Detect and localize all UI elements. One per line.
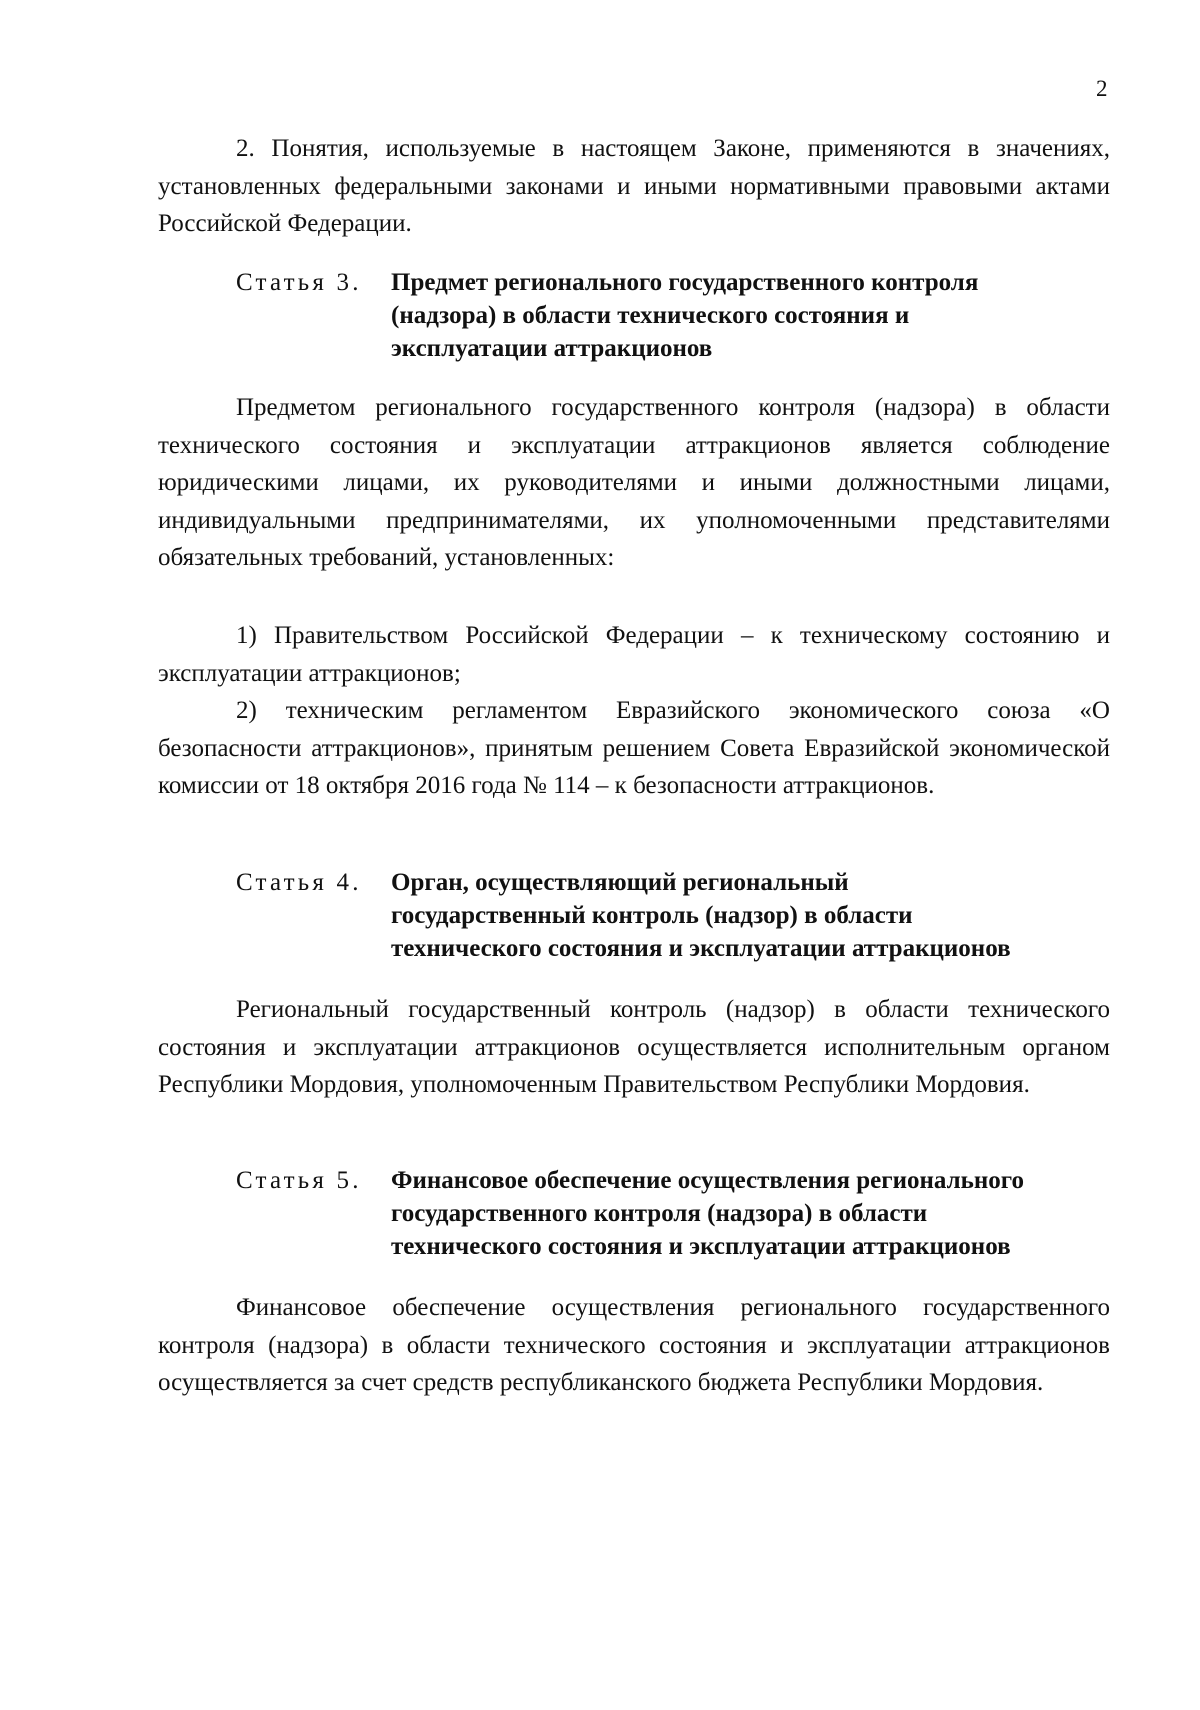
article-5-body: Финансовое обеспечение осуществления регионального государственного контроля (надзора) в области технического состояния и эксплуатации аттракционов осуществляется за счет средств республиканского бюджета Республики Мордовия. xyxy=(158,1294,1110,1396)
article-4-title-line-1: Орган, осуществляющий региональный xyxy=(391,869,849,896)
article-4-prefix: Статья 4. xyxy=(236,869,362,896)
article-3-item-1: 1) Правительством Российской Федерации – к техническому состоянию и эксплуатации аттракционов; xyxy=(158,622,1110,687)
article-5-title-line-2: государственного контроля (надзора) в области xyxy=(391,1200,928,1227)
page-number: 2 xyxy=(1096,76,1108,101)
article-3-body: Предметом регионального государственного контроля (надзора) в области технического состояния и эксплуатации аттракционов является соблюдение юридическими лицами, их руководителями и иными должностными лицами, индивидуальными предпринимателями, их уполномоченными представителями обязательных требований, установленных: xyxy=(158,394,1110,571)
article-3-heading xyxy=(236,266,1116,365)
article-4-heading xyxy=(236,866,1116,965)
article-3-title-line-1: Предмет регионального государственного контроля xyxy=(391,269,979,296)
article-4-title-line-3: технического состояния и эксплуатации аттракционов xyxy=(391,935,1011,962)
article-4-title-line-2: государственный контроль (надзор) в области xyxy=(391,902,913,929)
article-4-body: Региональный государственный контроль (надзор) в области технического состояния и эксплуатации аттракционов осуществляется исполнительным органом Республики Мордовия, уполномоченным Правительством Республики Мордовия. xyxy=(158,996,1110,1098)
article-5-prefix: Статья 5. xyxy=(236,1167,362,1194)
article-5-title-line-3: технического состояния и эксплуатации аттракционов xyxy=(391,1233,1011,1260)
article-3-title-line-2: (надзора) в области технического состояния и xyxy=(391,302,910,329)
article-5-title-line-1: Финансовое обеспечение осуществления регионального xyxy=(391,1167,1025,1194)
article-5-heading xyxy=(236,1164,1116,1263)
article-3-item-2: 2) техническим регламентом Евразийского экономического союза «О безопасности аттракционов», принятым решением Совета Евразийской экономической комиссии от 18 октября 2016 года № 114 – к безопасности аттракционов. xyxy=(158,697,1110,799)
article-3-title-line-3: эксплуатации аттракционов xyxy=(391,335,713,362)
article-3-prefix: Статья 3. xyxy=(236,269,362,296)
clause-2-paragraph: 2. Понятия, используемые в настоящем Законе, применяются в значениях, установленных федеральными законами и иными нормативными правовыми актами Российской Федерации. xyxy=(158,135,1110,237)
